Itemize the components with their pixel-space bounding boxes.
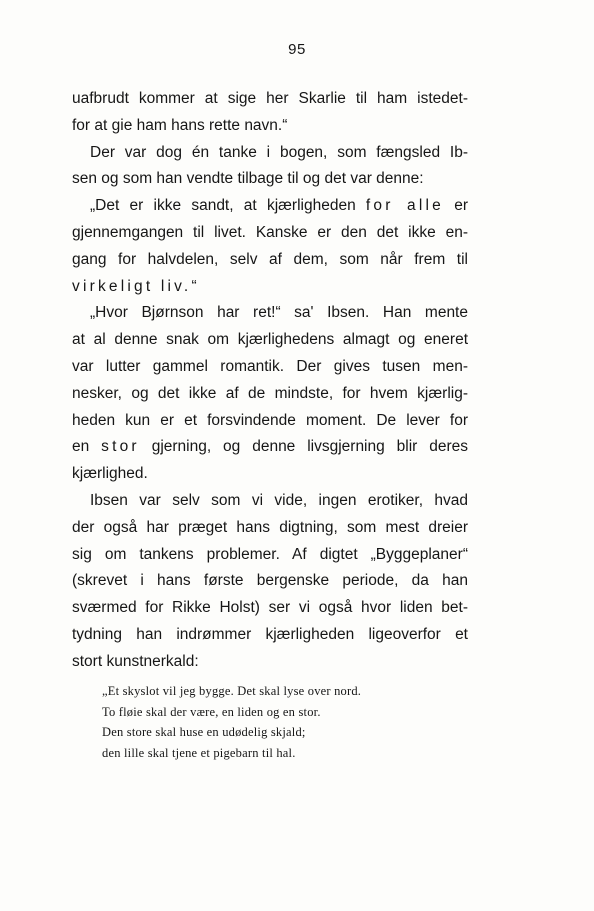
text-segment: en: [72, 438, 102, 456]
text-line: [72, 542, 468, 569]
page-number: 95: [288, 41, 306, 58]
text-line: [72, 622, 468, 649]
text-segment: tydning han indrømmer kjærligheden ligeoverfor et: [72, 625, 468, 643]
text-line: [72, 327, 468, 354]
text-segment: heden kun er et forsvindende moment. De lever for: [72, 411, 468, 429]
text-line: [72, 86, 468, 113]
body-text: [72, 86, 468, 676]
text-line: [72, 113, 468, 140]
text-segment: der også har præget hans digtning, som mest dreier: [72, 518, 468, 536]
text-segment: gjerning, og denne livsgjerning blir deres: [139, 438, 468, 456]
text-segment: gang for halvdelen, selv af dem, som når frem til: [72, 250, 468, 268]
text-segment: nesker, og det ikke af de mindste, for hvem kjærlig-: [72, 384, 468, 402]
text-line: [72, 274, 468, 301]
text-line: [72, 515, 468, 542]
text-segment: Ibsen var selv som vi vide, ingen erotiker, hvad: [90, 491, 468, 509]
text-segment: var lutter gammel romantik. Der gives tusen men-: [72, 357, 468, 375]
text-segment: gjennemgangen til livet. Kanske er den det ikke en-: [72, 223, 468, 241]
emphasized-text: stor: [101, 438, 140, 456]
text-line: [72, 140, 468, 167]
poem-line: „Et skyslot vil jeg bygge. Det skal lyse over nord.: [102, 684, 362, 698]
text-segment: er: [443, 197, 468, 215]
text-segment: „Det er ikke sandt, at kjærligheden: [90, 197, 366, 215]
text-line: [72, 434, 468, 461]
poem-quote: [102, 681, 442, 763]
text-line: [72, 461, 468, 488]
text-segment: uafbrudt kommer at sige her Skarlie til ham istedet-: [72, 90, 468, 107]
text-segment: Der var dog én tanke i bogen, som fængsled Ib-: [90, 143, 468, 161]
emphasized-text: virkeligt liv.: [72, 277, 192, 295]
text-line: [72, 408, 468, 435]
text-line: [72, 166, 468, 193]
poem-line: To fløie skal der være, en liden og en stor.: [102, 704, 321, 719]
text-segment: at al denne snak om kjærlighedens almagt og eneret: [72, 331, 468, 349]
text-line: [72, 300, 468, 327]
poem-line: den lille skal tjene et pigebarn til hal.: [102, 745, 296, 760]
poem-line: Den store skal huse en udødelig skjald;: [102, 725, 306, 739]
text-line: [72, 488, 468, 515]
text-segment: sig om tankens problemer. Af digtet „Byggeplaner“: [72, 545, 468, 563]
text-line: [72, 354, 468, 381]
text-line: [72, 381, 468, 408]
text-segment: „Hvor Bjørnson har ret!“ sa' Ibsen. Han mente: [90, 304, 468, 322]
text-segment: (skrevet i hans første bergenske periode, da han: [72, 572, 468, 590]
text-line: [72, 595, 468, 622]
text-line: [72, 220, 468, 247]
text-line: [72, 247, 468, 274]
text-segment: “: [191, 277, 197, 295]
text-segment: kjærlighed.: [72, 465, 148, 483]
text-line: [72, 649, 468, 676]
text-line: [72, 193, 468, 220]
text-segment: for at gie ham hans rette navn.“: [72, 116, 288, 134]
text-segment: stort kunstnerkald:: [72, 652, 199, 670]
text-line: [72, 568, 468, 595]
emphasized-text: for alle: [365, 197, 444, 215]
text-segment: sværmed for Rikke Holst) ser vi også hvor liden bet-: [72, 599, 468, 617]
text-segment: sen og som han vendte tilbage til og det var denne:: [72, 170, 424, 188]
